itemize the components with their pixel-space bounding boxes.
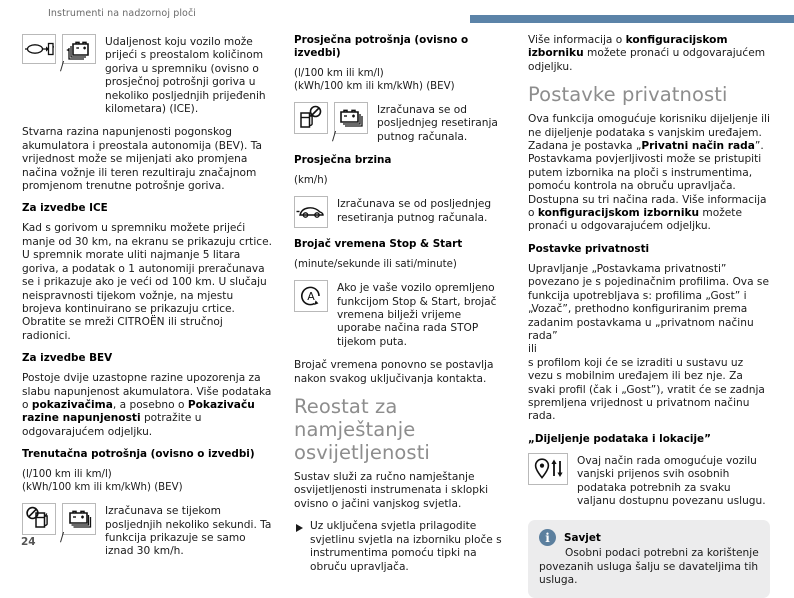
heading-instant-consumption: Trenutačna potrošnja (ovisno o izvedbi) <box>22 448 255 461</box>
privacy-body-ili: ili <box>528 343 537 356</box>
range-icon-description: Udaljenost koju vozilo može prijeći s preostalom količinom goriva u spremniku (ovisno o prosječnoj potrošnji goriva u nekoliko posljednjih prijeđenih kilometara) (ICE). <box>105 36 266 116</box>
stop-start-description: Ako je vaše vozilo opremljeno funkcijom Stop & Start, brojač vremena bilježi vrijeme uporabe načina rada STOP tijekom puta. <box>337 282 497 348</box>
bev-warning-part3: potražite u odgovarajućem odjeljku. <box>22 412 202 438</box>
location-data-transfer-icon <box>528 453 568 485</box>
sharing-icon-group <box>528 453 568 485</box>
bev-warning-part2: , a posebno o <box>112 398 188 411</box>
average-speed-icon-row <box>294 196 506 228</box>
fuel-pump-prohibited-icon <box>22 503 56 535</box>
stop-start-icon <box>294 280 328 312</box>
battery-stack-icon <box>62 34 96 64</box>
privacy-intro-bold-config-menu: konfiguracijskom izborniku <box>537 207 700 220</box>
privacy-body-line-1: Upravljanje „Postavkama privatnosti” povezano je s pojedinačnim profilima. Ova se funkcija upotrebljava s: profilima „Gost” i „Vozač”, prethodno konfiguriranim prema zadanim postavkama u „privatnom načinu rada” <box>528 262 769 342</box>
privacy-intro-paragraph <box>528 113 770 234</box>
stop-start-icon-group <box>294 280 328 312</box>
units-instant-line-1: (l/100 km ili km/l) <box>22 469 112 481</box>
heading-average-consumption: Prosječna potrošnja (ovisno o izvedbi) <box>294 34 469 59</box>
bev-range-paragraph: Stvarna razina napunjenosti pogonskog akumulatora i preostala autonomija (BEV). Ta vrijednost može se mijenjati ako promjena načina vožnje ili teren rezultiraju značajnom promjenom trenutne potrošnje goriva. <box>22 126 262 193</box>
units-average-consumption <box>294 67 506 93</box>
sharing-icon-row <box>528 453 770 509</box>
instant-consumption-icon-row <box>22 503 274 559</box>
rheostat-bullet-row <box>294 520 506 574</box>
bev-warning-part1: Postoje dvije uzastopne razine upozorenja za slabu napunjenost akumulatora. Više podataka o <box>22 372 272 411</box>
stop-start-icon-row <box>294 280 506 349</box>
ice-paragraph: Kad s gorivom u spremniku možete prijeći manje od 30 km, na ekranu se prikazuju crtice. U spremnik morate uliti najmanje 5 litara goriva, a podatak o 1 autonomiji preračunava se i prikazuje ako je veći od 100 km. U slučaju neispravnosti tijekom vožnje, na mjestu brojeva kontinuirano se prikazuju crtice. Obratite se mreži CITROËN ili stručnoj radionici. <box>22 222 272 342</box>
heading-stop-start-timer: Brojač vremena Stop & Start <box>294 238 463 251</box>
heading-bev: Za izvedbe BEV <box>22 352 113 365</box>
average-speed-description: Izračunava se od posljednjeg resetiranja putnog računala. <box>337 198 492 224</box>
page-header-breadcrumb: Instrumenti na nadzornoj ploči <box>48 8 197 19</box>
units-average-line-1: (l/100 km ili km/l) <box>294 68 384 79</box>
car-side-icon <box>294 196 328 228</box>
bev-warning-paragraph <box>22 372 274 439</box>
battery-stack-icon <box>62 503 96 535</box>
tip-body <box>539 547 759 587</box>
units-instant-consumption <box>22 468 274 494</box>
privacy-intro-part1: Ova funkcija omogućuje korisniku dijeljenje ili ne dijeljenje podataka s vanjskim uređajem. Zadana je postavka „ <box>528 113 770 153</box>
heading-ice: Za izvedbe ICE <box>22 202 108 215</box>
chapter-title-privacy: Postavke privatnosti <box>528 83 728 107</box>
heading-average-speed: Prosječna brzina <box>294 154 392 167</box>
info-icon: i <box>539 529 556 546</box>
icon-separator-slash: / <box>60 530 65 545</box>
range-icon-row <box>22 34 274 116</box>
average-consumption-icon-group <box>294 102 368 143</box>
units-stop-start-timer: (minute/sekunde ili sati/minute) <box>294 259 457 271</box>
average-speed-icon-group <box>294 196 328 228</box>
tip-title: Savjet <box>564 531 601 544</box>
config-menu-part2: možete pronaći u odgovarajućem odjeljku. <box>528 47 766 73</box>
page-number: 24 <box>21 536 36 548</box>
icon-separator-slash: / <box>60 59 65 73</box>
header-accent-rule <box>470 15 794 23</box>
sharing-description: Ovaj način rada omogućuje vozilu vanjski prijenos svih osobnih podataka potrebnih za svaku valjanu dostupnu povezanu uslugu. <box>577 454 766 507</box>
bullet-triangle-icon <box>296 524 303 532</box>
stop-start-note: Brojač vremena ponovno se postavlja nakon svakog uključivanja kontakta. <box>294 359 494 385</box>
fuel-pump-prohibited-icon <box>294 102 328 134</box>
chapter-title-rheostat: Reostat za namještanje osvijetljenosti <box>294 395 430 465</box>
battery-stack-icon <box>334 102 368 134</box>
svg-text:A: A <box>307 290 315 304</box>
config-menu-part1: Više informacija o <box>528 34 626 46</box>
privacy-intro-part2: ”. Postavkama povjerljivosti može se pristupiti putem izbornika na ploči s instrumentima, pomoću kontrola na obruču upravljača. Dostupna su tri načina rada. Više informacija o <box>528 140 767 220</box>
privacy-body-line-2: s profilom koji će se izraditi u sustavu uz vezu s mobilnim uređajem ili bez nje. Za svaki profil (čak i „Gost”), vratit će se zadnja spremljena vrijednost u privatnom načinu rada. <box>528 356 765 423</box>
heading-data-location-sharing: „Dijeljenje podataka i lokacije” <box>528 432 711 445</box>
instant-consumption-description: Izračunava se tijekom posljednjih nekoliko sekundi. Ta funkcija prikazuje se samo iznad 30 km/h. <box>105 505 272 558</box>
car-to-fuel-pump-icon <box>22 34 56 64</box>
bev-warning-bold-charge-gauge: Pokazivaču razine napunjenosti <box>22 398 255 425</box>
heading-privacy-settings: Postavke privatnosti <box>528 242 650 255</box>
config-menu-bold: konfiguracijskom izborniku <box>528 34 728 60</box>
column-2 <box>294 34 506 582</box>
column-3 <box>528 34 770 598</box>
privacy-intro-bold-private-mode: Privatni način rada <box>641 140 755 153</box>
rheostat-intro: Sustav služi za ručno namještanje osvijetljenosti instrumenata i sklopki ovisno o jačini vanjskog svjetla. <box>294 471 489 510</box>
average-consumption-description: Izračunava se od posljednjeg resetiranja putnog računala. <box>377 104 498 143</box>
range-icon-group <box>22 34 96 73</box>
bev-warning-bold-indicators: pokazivačima <box>31 398 113 411</box>
config-menu-paragraph <box>528 34 770 74</box>
icon-separator-slash: / <box>332 129 337 143</box>
tip-body-text: Osobni podaci potrebni za korištenje povezanih usluga šalju se davateljima tih usluga. <box>539 547 759 587</box>
units-average-speed: (km/h) <box>294 175 328 187</box>
average-consumption-icon-row <box>294 102 506 144</box>
rheostat-bullet-text: Uz uključena svjetla prilagodite svjetlinu svjetla na izborniku ploče s instrumentima pomoću tipki na obruču upravljača. <box>310 520 502 573</box>
tip-header <box>539 529 759 546</box>
column-1 <box>22 34 274 569</box>
privacy-intro-part3: možete pronaći u odgovarajućem odjeljku. <box>528 207 742 233</box>
units-average-line-2: (kWh/100 km ili km/kWh) (BEV) <box>294 81 455 92</box>
units-instant-line-2: (kWh/100 km ili km/kWh) (BEV) <box>22 482 183 494</box>
